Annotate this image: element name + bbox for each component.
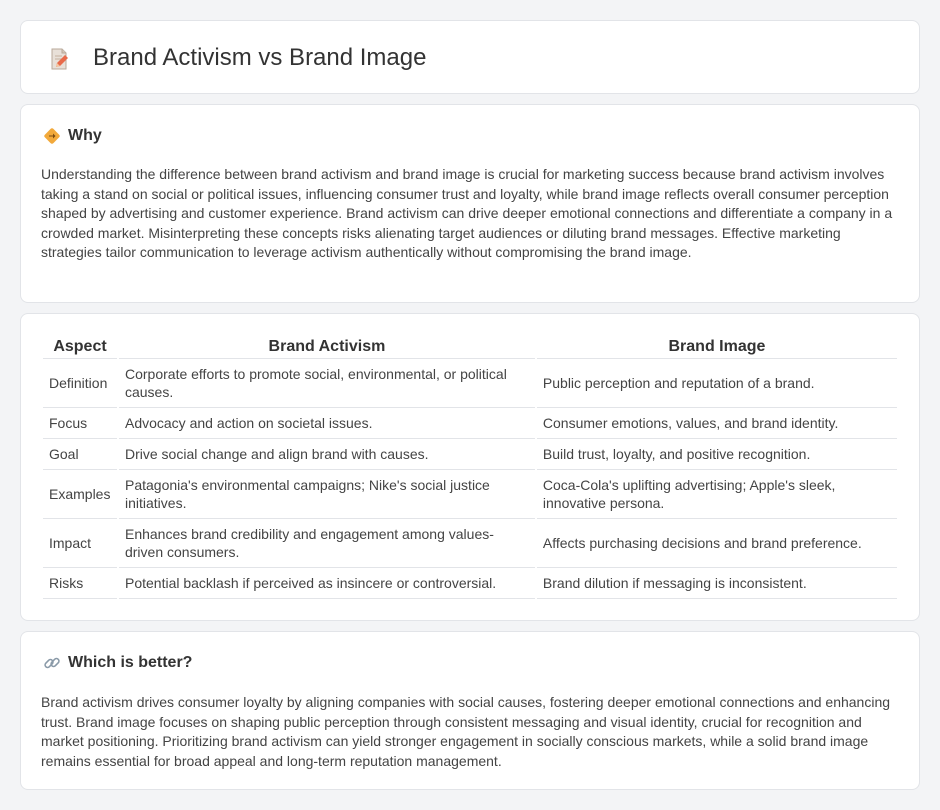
better-heading [43,654,192,672]
which-is-better-section [20,631,920,790]
cell-image: Brand dilution if messaging is inconsistent. [537,568,897,599]
why-heading [43,127,102,145]
header-aspect: Aspect [43,335,117,359]
cell-activism: Advocacy and action on societal issues. [119,408,535,439]
better-paragraph: Brand activism drives consumer loyalty by aligning companies with social causes, fostering deeper emotional connections and enhancing trust. Brand image focuses on shaping public perception through consistent messaging and visual identity, crucial for recognition and market positioning. Prioritizing brand activism can yield stronger engagement in socially conscious markets, while a solid brand image remains essential for broad appeal and long-term reputation management. [41,694,891,769]
table-row [43,568,897,599]
why-title: Why [68,127,102,144]
table-row [43,359,897,408]
cell-activism: Patagonia's environmental campaigns; Nike's social justice initiatives. [119,470,535,519]
page-title: Brand Activism vs Brand Image [93,44,427,71]
comparison-table-card [20,313,920,621]
cell-aspect: Focus [43,408,117,439]
header-card [20,20,920,94]
comparison-table [41,335,899,599]
table-row [43,439,897,470]
document-pencil-icon [47,47,71,71]
table-row [43,408,897,439]
header-brand-activism: Brand Activism [119,335,535,359]
cell-aspect: Risks [43,568,117,599]
cell-activism: Enhances brand credibility and engagement among values-driven consumers. [119,519,535,568]
table-header-row [43,335,897,359]
cell-activism: Corporate efforts to promote social, environmental, or political causes. [119,359,535,408]
link-icon [43,654,61,672]
cell-image: Affects purchasing decisions and brand preference. [537,519,897,568]
why-section [20,104,920,303]
cell-activism: Drive social change and align brand with causes. [119,439,535,470]
better-title: Which is better? [68,654,193,671]
cell-image: Public perception and reputation of a brand. [537,359,897,408]
cell-aspect: Definition [43,359,117,408]
header-brand-image: Brand Image [537,335,897,359]
cell-image: Coca-Cola's uplifting advertising; Apple's sleek, innovative persona. [537,470,897,519]
table-row [43,470,897,519]
cell-aspect: Examples [43,470,117,519]
cell-activism: Potential backlash if perceived as insincere or controversial. [119,568,535,599]
cell-image: Consumer emotions, values, and brand identity. [537,408,897,439]
cell-aspect: Goal [43,439,117,470]
diamond-arrow-icon [43,127,61,145]
table-row [43,519,897,568]
cell-image: Build trust, loyalty, and positive recognition. [537,439,897,470]
cell-aspect: Impact [43,519,117,568]
why-paragraph: Understanding the difference between brand activism and brand image is crucial for marketing success because brand activism involves taking a stand on social or political issues, influencing consumer trust and loyalty, while brand image reflects overall consumer perception shaped by advertising and customer experience. Brand activism can drive deeper emotional connections and differentiate a company in a crowded market. Misinterpreting these concepts risks alienating target audiences or diluting brand messages. Effective marketing strategies tailor communication to leverage activism authentically without compromising the brand image. [41,166,893,260]
